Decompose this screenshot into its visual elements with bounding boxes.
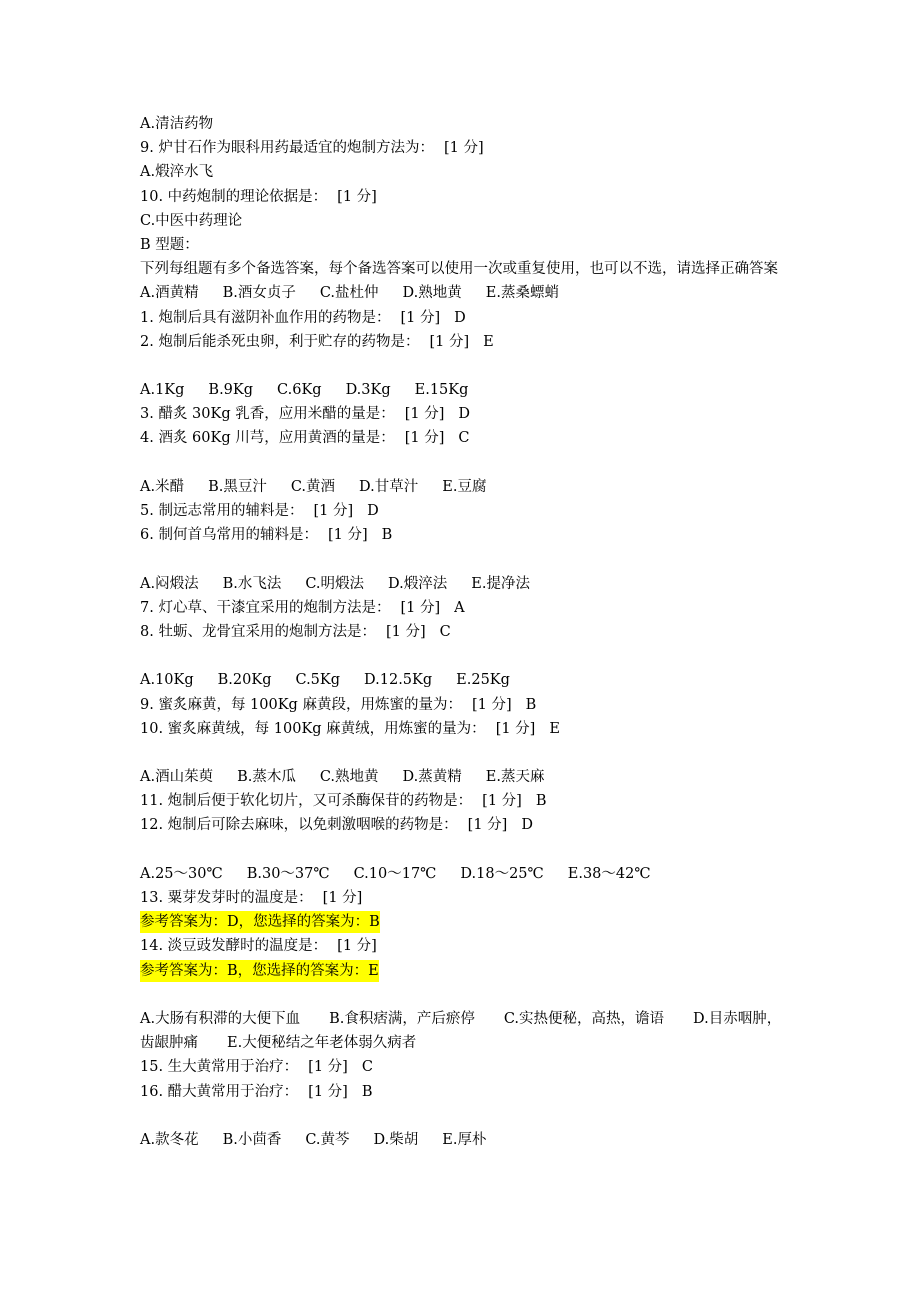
- question-line: [140, 886, 790, 910]
- text-line: A.清洁药物: [140, 116, 214, 132]
- question-answer: D: [454, 309, 466, 326]
- question-answer: D: [458, 406, 471, 423]
- question-answer: D: [367, 503, 379, 520]
- question-score: [1 分]: [385, 623, 426, 640]
- option-row: [140, 668, 790, 692]
- question-line: [140, 136, 790, 160]
- question-line: [140, 596, 790, 620]
- question-line: [140, 693, 790, 717]
- question-text: 12. 炮制后可除去麻味，以免刺激咽喉的药物是：: [140, 817, 458, 834]
- blank-line: [140, 354, 790, 378]
- option-row: [140, 281, 790, 305]
- question-line: [140, 789, 790, 813]
- answer-feedback-highlight: 参考答案为：B，您选择的答案为：E: [140, 960, 379, 982]
- text-line: A.煅淬水飞: [140, 164, 214, 181]
- question-answer: D: [521, 817, 533, 834]
- question-score: [1 分]: [322, 890, 363, 907]
- question-text: 9. 蜜炙麻黄，每 100Kg 麻黄段，用炼蜜的量为：: [140, 696, 462, 713]
- answer-feedback-line: [140, 959, 790, 983]
- option-item: B.9Kg: [208, 382, 254, 399]
- question-answer: C: [458, 430, 470, 447]
- question-text: 4. 酒炙 60Kg 川芎，应用黄酒的量是：: [140, 430, 395, 447]
- question-text: 9. 炉甘石作为眼科用药最适宜的炮制方法为：: [140, 140, 434, 157]
- option-item: A.酒黄精: [140, 285, 199, 302]
- question-answer: B: [525, 696, 537, 713]
- question-text: 13. 粟芽发芽时的温度是：: [140, 890, 313, 907]
- question-score: [1 分]: [337, 938, 377, 955]
- question-answer: C: [361, 1059, 373, 1076]
- option-item: C.5Kg: [295, 672, 341, 689]
- question-text: 10. 蜜炙麻黄绒，每 100Kg 麻黄绒，用炼蜜的量为：: [140, 720, 486, 737]
- question-answer: B: [535, 793, 547, 810]
- paragraph: 下列每组题有多个备选答案，每个备选答案可以使用一次或重复使用，也可以不选，请选择正确答案: [140, 261, 778, 278]
- question-answer: C: [439, 623, 451, 640]
- option-item: E.厚朴: [442, 1131, 487, 1148]
- option-item: D.熟地黄: [402, 285, 462, 302]
- question-score: [1 分]: [429, 333, 470, 350]
- question-line: [140, 523, 790, 547]
- question-line: [140, 426, 790, 450]
- question-text: 7. 灯心草、干漆宜采用的炮制方法是：: [140, 599, 391, 616]
- option-item: E.提净法: [471, 575, 530, 592]
- option-item: B.蒸木瓜: [237, 769, 296, 786]
- option-item: E.25Kg: [456, 672, 510, 689]
- option-item: B.20Kg: [217, 672, 272, 689]
- option-item: A.款冬花: [140, 1131, 199, 1148]
- question-line: [140, 1080, 790, 1104]
- question-score: [1 分]: [337, 188, 377, 205]
- blank-line: [140, 451, 790, 475]
- question-score: [1 分]: [495, 720, 536, 737]
- question-answer: E: [483, 333, 494, 350]
- question-score: [1 分]: [443, 140, 484, 157]
- question-line: [140, 717, 790, 741]
- option-item: D.柴胡: [373, 1131, 419, 1148]
- document-page: [140, 112, 790, 1152]
- question-score: [1 分]: [482, 793, 522, 810]
- option-item: B.黑豆汁: [208, 478, 267, 495]
- question-text: 16. 醋大黄常用于治疗：: [140, 1083, 299, 1100]
- question-text: 2. 炮制后能杀死虫卵，利于贮存的药物是：: [140, 333, 420, 350]
- option-item: B.水飞法: [222, 575, 282, 592]
- option-item: A.25～30℃: [140, 865, 223, 882]
- option-item: A.闷煅法: [140, 575, 199, 592]
- paragraph: A.大肠有积滞的大便下血 B.食积痞满，产后瘀停 C.实热便秘，高热，谵语 D.目赤咽肿，齿龈肿痛 E.大便秘结之年老体弱久病者: [140, 1010, 782, 1052]
- option-item: A.1Kg: [140, 382, 185, 399]
- question-score: [1 分]: [308, 1059, 348, 1076]
- option-row: [140, 572, 790, 596]
- option-row: [140, 378, 790, 402]
- answer-feedback-line: [140, 910, 790, 934]
- option-item: C.6Kg: [277, 382, 322, 399]
- option-item: C.黄酒: [290, 478, 336, 495]
- question-answer: A: [454, 599, 465, 616]
- question-score: [1 分]: [404, 430, 445, 447]
- question-score: [1 分]: [400, 309, 441, 326]
- question-text: 3. 醋炙 30Kg 乳香，应用米醋的量是：: [140, 406, 395, 423]
- option-item: C.黄芩: [305, 1131, 350, 1148]
- option-item: C.熟地黄: [319, 769, 379, 786]
- blank-line: [140, 838, 790, 862]
- option-row: [140, 475, 790, 499]
- option-item: A.米醋: [140, 478, 185, 495]
- question-line: [140, 934, 790, 958]
- option-item: B.小茴香: [222, 1131, 282, 1148]
- question-answer: E: [549, 720, 560, 737]
- question-score: [1 分]: [400, 599, 441, 616]
- option-item: B.30～37℃: [246, 865, 330, 882]
- option-item: D.18～25℃: [460, 865, 544, 882]
- option-item: E.蒸桑螵蛸: [485, 285, 559, 302]
- option-item: C.盐杜仲: [319, 285, 379, 302]
- question-score: [1 分]: [327, 527, 368, 544]
- question-text: 6. 制何首乌常用的辅料是：: [140, 527, 318, 544]
- option-item: D.12.5Kg: [364, 672, 433, 689]
- option-item: D.3Kg: [345, 382, 391, 399]
- option-item: C.明煅法: [305, 575, 365, 592]
- blank-line: [140, 547, 790, 571]
- option-item: C.10～17℃: [353, 865, 437, 882]
- option-item: A.酒山茱萸: [140, 769, 214, 786]
- question-line: [140, 499, 790, 523]
- question-score: [1 分]: [313, 503, 354, 520]
- option-row: [140, 1128, 790, 1152]
- question-score: [1 分]: [467, 817, 508, 834]
- option-item: D.煅淬法: [388, 575, 448, 592]
- option-item: A.10Kg: [140, 672, 194, 689]
- question-line: [140, 306, 790, 330]
- question-line: [140, 813, 790, 837]
- option-item: E.豆腐: [442, 478, 487, 495]
- blank-line: [140, 983, 790, 1007]
- question-text: 8. 牡蛎、龙骨宜采用的炮制方法是：: [140, 623, 376, 640]
- text-line: C.中医中药理论: [140, 212, 243, 229]
- option-item: D.甘草汁: [359, 478, 419, 495]
- question-line: [140, 185, 790, 209]
- blank-line: [140, 1104, 790, 1128]
- question-score: [1 分]: [404, 406, 445, 423]
- option-item: B.酒女贞子: [222, 285, 296, 302]
- question-text: 1. 炮制后具有滋阴补血作用的药物是：: [140, 309, 391, 326]
- question-line: [140, 1055, 790, 1079]
- question-score: [1 分]: [471, 696, 512, 713]
- question-text: 5. 制远志常用的辅料是：: [140, 503, 304, 520]
- question-text: 10. 中药炮制的理论依据是：: [140, 188, 328, 205]
- option-row: [140, 862, 790, 886]
- answer-feedback-highlight: 参考答案为：D，您选择的答案为：B: [140, 911, 380, 933]
- question-score: [1 分]: [308, 1083, 348, 1100]
- question-text: 14. 淡豆豉发酵时的温度是：: [140, 938, 328, 955]
- blank-line: [140, 644, 790, 668]
- option-item: E.蒸天麻: [485, 769, 545, 786]
- option-item: D.蒸黄精: [402, 769, 462, 786]
- option-item: E.15Kg: [414, 382, 469, 399]
- question-answer: B: [361, 1083, 373, 1100]
- option-row: [140, 765, 790, 789]
- question-line: [140, 620, 790, 644]
- question-line: [140, 402, 790, 426]
- blank-line: [140, 741, 790, 765]
- question-text: 15. 生大黄常用于治疗：: [140, 1059, 299, 1076]
- question-text: 11. 炮制后便于软化切片，又可杀酶保苷的药物是：: [140, 793, 473, 810]
- option-item: E.38～42℃: [567, 865, 651, 882]
- question-line: [140, 330, 790, 354]
- question-answer: B: [381, 527, 393, 544]
- text-line: B 型题：: [140, 236, 199, 253]
